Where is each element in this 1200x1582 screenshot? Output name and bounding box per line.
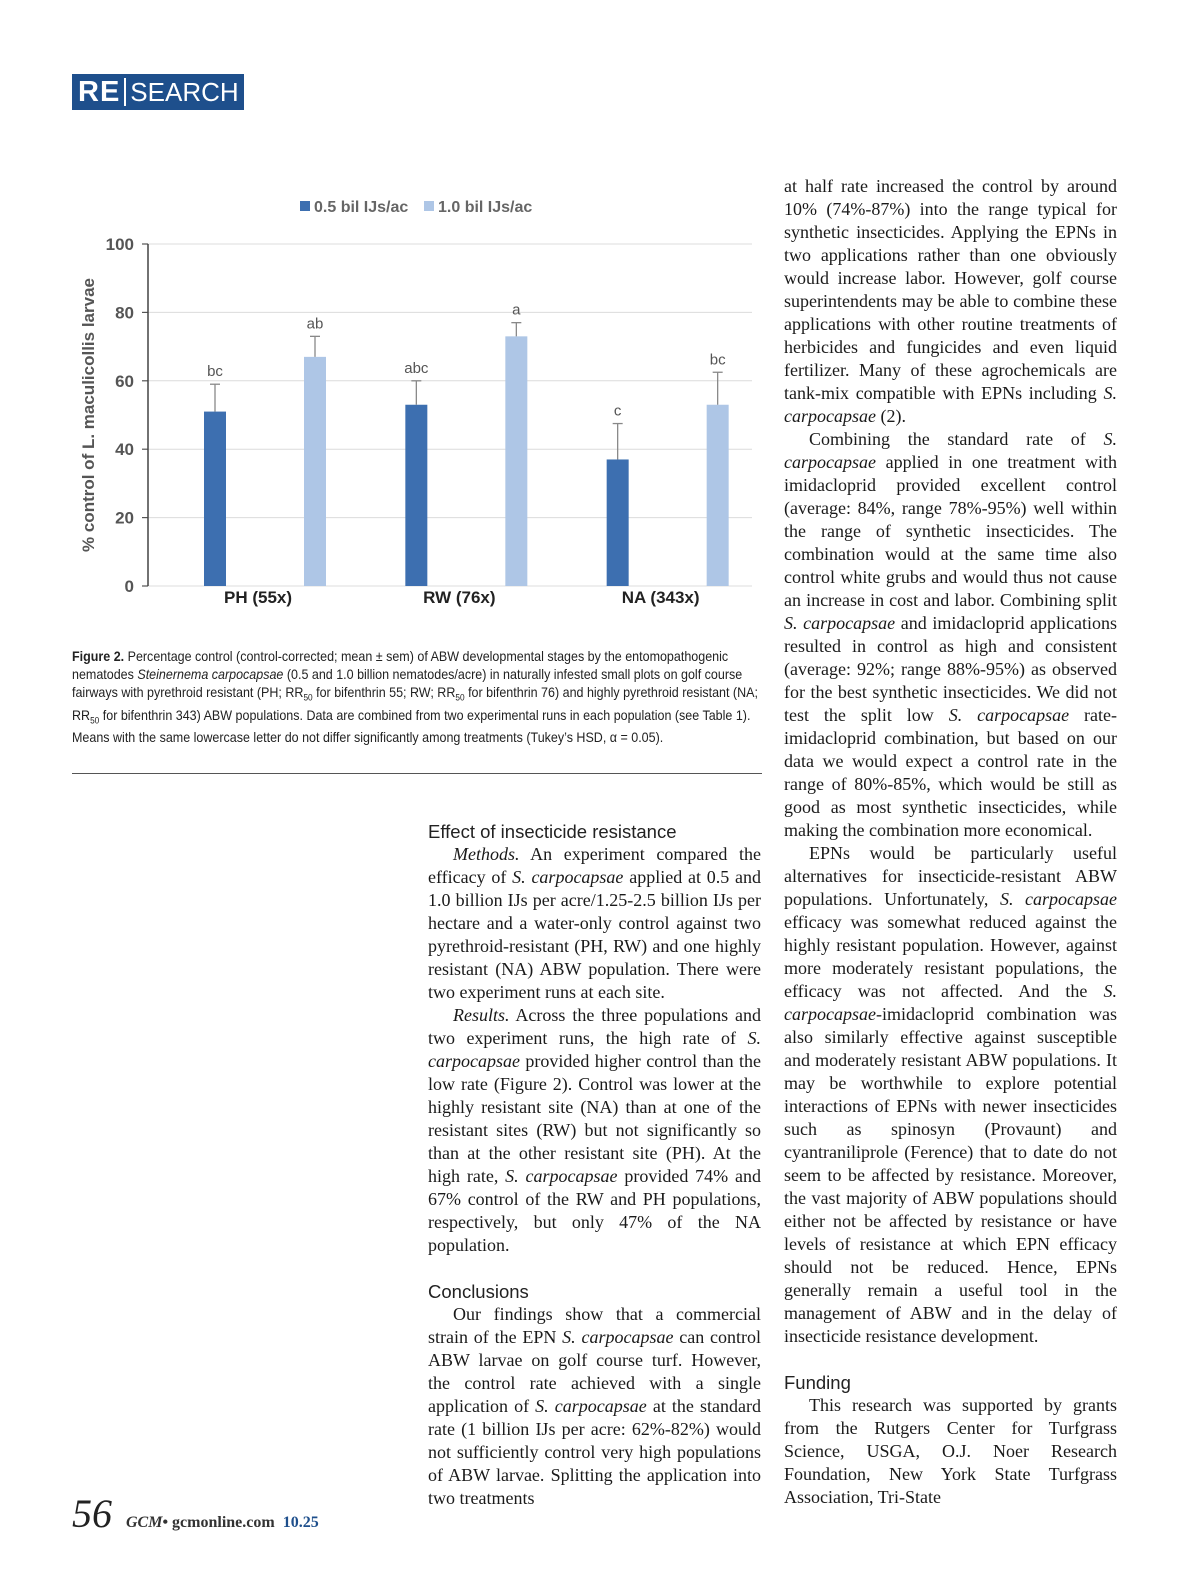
article-column-right	[784, 175, 1117, 1509]
caption-text: for bifenthrin 76) and highly pyrethroid resistant (NA; RR	[72, 685, 758, 723]
species: S. carpocapsae	[512, 867, 624, 887]
bar	[505, 336, 527, 586]
paragraph-funding: This research was supported by grants from the Rutgers Center for Turfgrass Science, USGA, O.J. Noer Research Foundation, New York State Turfgrass Association, Tri-State	[784, 1395, 1117, 1507]
paragraph-methods	[428, 843, 761, 1004]
bar	[304, 357, 326, 586]
paragraph-results	[428, 1004, 761, 1257]
heading-conclusions: Conclusions	[428, 1281, 529, 1302]
significance-letter: bc	[207, 363, 223, 381]
logo-box	[72, 74, 244, 110]
section-divider	[72, 773, 762, 774]
figure-2-chart	[72, 170, 762, 610]
legend-swatch	[424, 201, 434, 211]
y-tick-label: 20	[115, 508, 134, 528]
figure-caption	[72, 648, 762, 747]
caption-subscript: 50	[455, 692, 465, 703]
caption-text: Percentage control (control-corrected; mean ± sem) of ABW developmental stages by the entomopathogenic nematodes	[72, 649, 729, 682]
page-footer	[72, 1490, 319, 1536]
species: S. carpocapsae	[428, 1028, 761, 1071]
logo-search: SEARCH	[130, 76, 239, 107]
bar	[204, 412, 226, 586]
y-tick-label: 80	[115, 303, 134, 323]
text: provided 74% and 67% control of the RW and PH populations, respectively, but only 47% of the NA population.	[428, 1166, 761, 1255]
bar	[405, 405, 427, 586]
bar	[607, 459, 629, 586]
text: applied at 0.5 and 1.0 billion IJs per acre/1.25-2.5 billion IJs per hectare and a water-only control against two pyrethroid-resistant (PH, RW) and one highly resistant (NA) ABW population. There were two experiment runs at each site.	[428, 867, 761, 1002]
species: S. carpocapsae	[535, 1396, 647, 1416]
text: efficacy was somewhat reduced against the highly resistant population. However, against more moderately resistant populations, the efficacy was not affected. And the	[784, 912, 1117, 1001]
y-tick-label: 60	[115, 371, 134, 391]
significance-letter: abc	[404, 359, 429, 377]
x-category-label: NA (343x)	[621, 588, 700, 607]
figure-label: Figure 2.	[72, 649, 125, 664]
species: S. carpocapsae	[784, 429, 1117, 472]
caption-text: for bifenthrin 343) ABW populations. Data are combined from two experimental runs in each population (see Table 1). Means with the same lowercase letter do not differ significantly among treatments (Tukey’s HSD, α = 0.05).	[72, 707, 751, 746]
caption-text: for bifenthrin 55; RW; RR	[312, 685, 456, 700]
text: Combining the standard rate of	[809, 429, 1104, 449]
methods-label: Methods.	[453, 844, 520, 864]
significance-letter: c	[613, 402, 622, 420]
species: S. carpocapsae	[562, 1327, 674, 1347]
issue-date: 10.25	[282, 1514, 319, 1531]
text: at the standard rate (1 billion IJs per acre: 62%-82%) would not sufficiently control very high populations of ABW larvae. Splitting the application into two treatments	[428, 1396, 761, 1508]
paragraph-combination	[784, 428, 1117, 842]
text: applied in one treatment with imidacloprid provided excellent control (average: 84%, range 78%-95%) well within the range of synthetic insecticides. The combination would at the same time also control white grubs and would thus not cause an increase in cost and labor. Combining split	[784, 452, 1117, 610]
legend-label: 1.0 bil IJs/ac	[438, 199, 533, 216]
x-category-label: RW (76x)	[423, 588, 496, 607]
publication-name: GCM	[126, 1514, 163, 1531]
text: and imidacloprid applications resulted in control as high and consistent (average: 92%; range 88%-95%) as observed for the best synthetic insecticides. We did not test the split low	[784, 613, 1117, 725]
text: Our findings show that a commercial strain of the EPN	[428, 1304, 761, 1347]
paragraph-resistance	[784, 842, 1117, 1348]
caption-subscript: 50	[303, 692, 313, 703]
page-number: 56	[72, 1491, 112, 1536]
species: S. carpocapsae	[505, 1166, 618, 1186]
publication-site: • gcmonline.com	[162, 1514, 275, 1531]
species: S. carpocapsae	[784, 383, 1117, 426]
significance-letter: ab	[306, 315, 324, 333]
text: EPNs would be particularly useful alternatives for insecticide-resistant ABW populations. Unfortunately,	[784, 843, 1117, 909]
heading-funding: Funding	[784, 1372, 851, 1393]
legend-label: 0.5 bil IJs/ac	[314, 199, 409, 216]
text: An experiment compared the efficacy of	[428, 844, 761, 887]
y-axis-label: % control of L. maculicollis larvae	[79, 278, 98, 552]
article-column-middle	[428, 820, 761, 1510]
x-category-label: PH (55x)	[223, 588, 293, 607]
species: S. carpocapsae	[999, 889, 1118, 909]
text: can control ABW larvae on golf course turf. However, the control rate achieved with a single application of	[428, 1327, 762, 1416]
logo-divider	[124, 78, 126, 106]
paragraph-continued	[784, 175, 1117, 428]
heading-effect-of-resistance: Effect of insecticide resistance	[428, 821, 677, 842]
y-tick-label: 100	[105, 235, 134, 254]
significance-letter: a	[512, 301, 521, 319]
paragraph-conclusions	[428, 1303, 761, 1510]
y-tick-label: 40	[115, 440, 134, 460]
text: Across the three populations and two experiment runs, the high rate of	[428, 1005, 761, 1048]
text: provided higher control than the low rate (Figure 2). Control was lower at the highly resistant site (NA) than at one of the resistant sites (RW) but not significantly so than at the other resistant site (PH). At the high rate,	[428, 1051, 761, 1186]
research-section-logo	[72, 46, 244, 110]
caption-text: (0.5 and 1.0 billion nematodes/acre) in naturally infested small plots on golf course fairways with pyrethroid resistant (PH; RR	[72, 667, 743, 700]
significance-letter: bc	[709, 351, 726, 369]
caption-subscript: 50	[90, 715, 100, 726]
bar-chart	[72, 170, 762, 610]
caption-species: Steinernema carpocapsae	[137, 667, 284, 682]
species: S. carpocapsae	[948, 705, 1070, 725]
text: rate-imidacloprid combination, but based on our data we would expect a control rate in the range of 80%-85%, which would be still as good as most synthetic insecticides, while making the combination more economical.	[784, 705, 1118, 840]
bar	[707, 405, 729, 586]
results-label: Results.	[453, 1005, 510, 1025]
legend-swatch	[300, 201, 310, 211]
species: S. carpocapsae	[784, 613, 896, 633]
y-tick-label: 0	[124, 577, 134, 596]
logo-re: RE	[78, 75, 121, 108]
text: at half rate increased the control by around 10% (74%-87%) into the range typical for synthetic insecticides. Applying the EPNs in two applications rather than one obviously would increase labor. However, golf course superintendents may be able to combine these applications with other routine treatments of herbicides and fungicides and even liquid fertilizer. Many of these agrochemicals are tank-mix compatible with EPNs including	[784, 176, 1117, 403]
text: -imidacloprid combination was also similarly effective against susceptible and moderately resistant ABW populations. It may be worthwhile to explore potential interactions of EPNs with newer insecticides such as spinosyn (Provaunt) and cyantraniliprole (Ference) that to date do not seem to be affected by resistance. Moreover, the vast majority of ABW populations should either not be affected by resistance or have levels of resistance at which EPN efficacy should not be reduced. Hence, EPNs generally remain a useful tool in the management of ABW and in the delay of insecticide resistance development.	[784, 1004, 1117, 1346]
species: S. carpocapsae	[784, 981, 1117, 1024]
text: (2).	[875, 406, 906, 426]
